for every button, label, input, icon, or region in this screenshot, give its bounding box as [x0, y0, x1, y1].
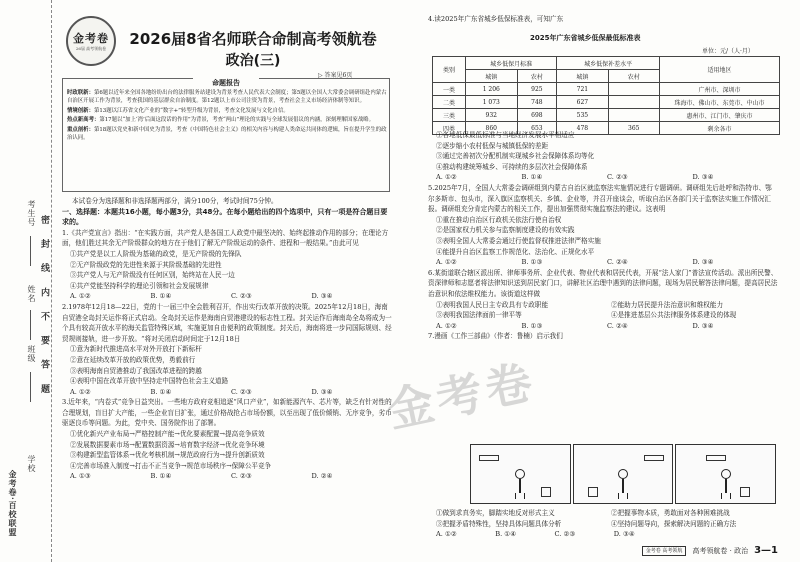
q6-option: ①表明我国人民日主专政具有专政职能	[436, 300, 549, 309]
person-figure-icon	[617, 469, 629, 499]
choice-d: D. ③④	[692, 321, 714, 330]
shelf-icon	[644, 455, 664, 461]
report-item	[67, 116, 387, 124]
report-item	[67, 107, 387, 115]
choice-a: A. ①②	[70, 292, 91, 301]
q7-option: ②把握事物本质，勇敢面对各种困难挑战	[611, 509, 730, 517]
choice-c: C. ②③	[231, 472, 252, 481]
cell-value: 925	[517, 83, 557, 96]
question-2: 2.1978年12月18—22日，党的十一届三中全会胜利召开，作出实行改革开放的决策。2025年12月18日，海南自贸港全岛封关运作将正式启动。全岛封关运作是海南自贸港建设的标志性工程。封关运作后海南岛全岛将成为一个具有较高开放水平的海关监管特殊区域，实施更加自由便利的政策制度。封关后，海南将进一步同国际规则、经贸规则接轨，进一步开放。“将对关闭启动时间定于12月18日	[62, 302, 392, 343]
q7-options	[428, 508, 778, 529]
choice-a: A. ①②	[436, 321, 457, 330]
choice-a: A. ①②	[70, 387, 91, 396]
q5-option: ③表明全国人大常委会通过行使监督权推进法律严格实施	[436, 236, 601, 245]
cell-value	[608, 83, 659, 96]
section-1-heading: 一、选择题：本题共16小题，每小题3分，共48分。在每小题给出的四个选项中，只有一项是符合题目要求的。	[62, 207, 388, 227]
q6-option: ②能助力居民提升法治意识和维权能力	[611, 300, 724, 309]
q4-option: ④推动构建统筹城乡、可持续的多层次社会保障体系	[436, 162, 588, 171]
report-item	[67, 126, 387, 143]
report-item-text: 第17题以“加上‘湾’后面这段话的作用”为背景，考查“两山”理论的实践与全球发展倡议的内涵，深刻理解国家战略。	[99, 117, 375, 124]
th-income: 城乡低保月标准	[466, 57, 557, 70]
question-5: 5.2025年7月，全国人大常委会调研组到内蒙古自治区就监察法实施情况进行专题调研。调研组先后赴呼和浩特市、鄂尔多斯市、包头市，深入旗区监察机关、乡镇、企业等，并召开座谈会，听取自治区各部门关于监察法实施工作情况汇报。调研组充分肯定内蒙古的相关工作，提出加强贯彻实施监察法的建议。这表明	[428, 183, 772, 214]
th-area: 适用地区	[660, 57, 780, 83]
q3-option: ④完善市场准入制度→打击不正当竞争→规范市场秩序→保障公平竞争	[70, 461, 272, 470]
th-urban: 城镇	[466, 70, 518, 83]
th-category: 类别	[433, 57, 466, 83]
question-4: 4.读2025年广东省城乡低保标准表，可知广东	[428, 15, 564, 23]
choice-b: B. ①④	[521, 173, 543, 182]
table-title: 2025年广东省城乡低保最低标准表	[530, 34, 641, 42]
comic-panel-2	[573, 444, 674, 504]
cell-value: 698	[517, 109, 557, 122]
cell-category: 一类	[433, 83, 466, 96]
choice-a: A. ①②	[436, 530, 457, 539]
footer-badge: 金考卷 高考领航	[642, 546, 687, 556]
q1-option: ②无产阶级政党的先进性来源于其阶级基础的先进性	[70, 260, 222, 269]
class-label: 班级	[27, 345, 36, 363]
choice-d: D. ③④	[692, 173, 714, 182]
choice-d: D. ③④	[613, 530, 635, 539]
choice-a: A. ①②	[436, 173, 457, 182]
answer-note: ▷ 答案见6页	[318, 72, 353, 79]
person-figure-icon	[514, 469, 526, 499]
shelf-icon	[706, 455, 726, 461]
comic-panel-1	[470, 444, 571, 504]
exam-no-label: 考生号	[27, 200, 36, 227]
instruction: 本试卷分为选择题和非选择题两部分，满分100分，考试时间75分钟。	[72, 197, 278, 205]
cell-value	[608, 109, 659, 122]
cell-value: 748	[517, 96, 557, 109]
choice-c: C. ②④	[607, 321, 628, 330]
report-item-label: 热点新高考：	[67, 117, 100, 124]
q2-answer-choices	[62, 387, 392, 398]
cell-area: 广州市、深圳市	[660, 83, 780, 96]
question-1: 1.《共产党宣言》指出：“在实践方面，共产党人是各国工人政党中最坚决的、始终起推动作用的部分；在理论方面，他们胜过其余无产阶级群众的地方在于他们了解无产阶级运动的条件、进程和一般结果。”由此可见	[62, 228, 389, 248]
choice-c: C. ②③	[231, 387, 252, 396]
cell-value: 653	[517, 122, 557, 135]
q3-option: ③构建新型监管体系→优化考核机制→规范政府行为→提升创新质效	[70, 451, 265, 460]
q5-option: ①重在推动自治区行政机关依法行使自治权	[436, 215, 562, 224]
q6-option: ④是推进基层公共法律服务体系建设的体现	[611, 311, 737, 320]
shelf-icon	[479, 455, 499, 461]
choice-b: B. ①④	[495, 530, 517, 539]
class-line	[30, 372, 31, 402]
report-body	[67, 89, 387, 143]
q4-option: ①各地低保最低标准与当地经济发展水平相适应	[436, 131, 575, 139]
choice-b: B. ①④	[150, 387, 172, 396]
comic-strip	[470, 444, 776, 504]
bucket-icon	[541, 487, 551, 497]
choice-d: D. ③④	[311, 292, 333, 301]
table-row	[433, 109, 780, 122]
q4-option: ③通过完善初次分配机制实现城乡社会保障体系均等化	[436, 152, 595, 161]
cell-area: 珠海市、佛山市、东莞市、中山市	[660, 96, 780, 109]
choice-b: B. ①④	[150, 292, 172, 301]
q1-answer-choices	[62, 291, 392, 302]
table-row	[433, 83, 780, 96]
logo-sub: 26届 高考领航卷	[75, 46, 107, 51]
bucket-icon	[588, 487, 598, 497]
cell-value: 478	[557, 122, 608, 135]
logo-text: 金考卷	[73, 32, 109, 45]
choice-b: B. ①④	[150, 472, 172, 481]
report-item-text: 第6题以近年来全国各地纷纷出台的法律服务站建设为背景考查人民代表大会制度；第5题以全国人大常委会调研组赴内蒙古自治区开展工作为背景，考查我国的基层群众自治制度。第12题以上市公司注资为背景，考查社会主义市场经济体制等知识。	[67, 90, 387, 105]
cell-value: 721	[557, 83, 608, 96]
cell-value: 932	[466, 109, 518, 122]
th-rural: 农村	[517, 70, 557, 83]
q7-answer-choices	[428, 529, 673, 540]
brand-logo	[66, 16, 116, 66]
minimum-living-standard-table	[432, 56, 780, 135]
cell-value: 1 206	[466, 83, 518, 96]
table-unit: 单位：元/（人·月）	[702, 48, 754, 55]
q7-option: ④坚持问题导向，探索解决问题的正确方法	[611, 519, 737, 528]
left-column	[62, 196, 392, 482]
choice-d: D. ②④	[311, 472, 333, 481]
cell-category: 二类	[433, 96, 466, 109]
page-footer	[642, 545, 778, 556]
person-figure-icon	[720, 469, 732, 499]
choice-c: C. ②③	[231, 292, 252, 301]
report-box	[62, 78, 390, 192]
q3-option: ①优化新兴产业布局→严格控制产能→优化要素配置→提高竞争质效	[70, 430, 265, 439]
q2-option: ①意为新时代推进高水平对外开放打下新标杆	[70, 345, 202, 354]
th-allowance: 城乡低保补差水平	[557, 57, 660, 70]
report-item-label: 重点剖析：	[67, 126, 94, 133]
q1-option: ④共产党能坚持科学的理论引领和社会发展规律	[70, 281, 209, 290]
q6-option: ③表明我国法律面前一律平等	[436, 311, 522, 320]
cell-value: 535	[557, 109, 608, 122]
right-column	[428, 130, 778, 342]
exam-subtitle: 政治(三)	[225, 53, 281, 69]
q4-option: ②逐步缩小农村低保与城镇低保的差距	[436, 141, 549, 150]
seal-text: 密 封 线 内 不 要 答 题	[39, 215, 49, 399]
cell-value: 627	[557, 96, 608, 109]
table-header-row	[433, 57, 780, 70]
cell-category: 四类	[433, 122, 466, 135]
choice-d: D. ③④	[311, 387, 333, 396]
cell-value: 365	[608, 122, 659, 135]
brand-vertical: 金考卷·百校联盟	[8, 470, 18, 537]
q4-answer-choices	[428, 172, 778, 183]
question-7: 7.漫画《工作三部曲》（作者：鲁楠）启示我们	[428, 332, 563, 341]
q7-option: ③把握矛盾特殊性，坚持具体问题具体分析	[436, 519, 562, 528]
name-label: 姓名	[27, 285, 36, 303]
q2-option: ②意在延续改革开放的政策优势，勇毅前行	[70, 355, 196, 364]
choice-c: C. ②③	[554, 530, 576, 539]
choice-a: A. ①③	[70, 472, 91, 481]
th-urban: 城镇	[557, 70, 608, 83]
report-item	[67, 89, 387, 106]
watermark: 金考卷	[382, 353, 541, 438]
bucket-icon	[740, 487, 750, 497]
cell-area: 惠州市、江门市、肇庆市	[660, 109, 780, 122]
footer-subject: 高考领航卷 · 政治	[692, 546, 749, 555]
binding-strip	[0, 0, 52, 562]
q6-answer-choices	[428, 321, 778, 332]
q3-option: ②发展数据要素市场→配置数据资源→培育数字经济→优化竞争环境	[70, 440, 265, 449]
exam-title: 2026届8省名师联合命制高考领航卷	[129, 30, 377, 48]
choice-a: A. ①②	[436, 258, 457, 267]
q5-option: ④能提升自治区监察工作规范化、法治化、正规化水平	[436, 247, 595, 256]
comic-panel-3	[675, 444, 776, 504]
question-3: 3.近年来，“内卷式”竞争日益突出。一些地方政府竞相追逐“风口产业”，如新能源汽车、芯片等，缺乏有针对性的合理规划，盲目扩大产能，一些企业盲目扩张，通过价格战抢占市场份额，以至出现了低价倾销、无序竞争，劣币驱逐良币等问题。为此，党中央、国务院作出了部署。	[62, 398, 392, 428]
report-item-text: 第13题以江苏省文化产业的“数字+”转型升级为背景，考查文化发展与文化自信。	[93, 107, 289, 114]
cell-category: 三类	[433, 109, 466, 122]
q3-answer-choices	[62, 471, 392, 482]
q1-option: ③共产党人与无产阶级没有任何区别，始终站在人民一边	[70, 271, 235, 280]
choice-b: B. ①③	[521, 258, 543, 267]
choice-c: C. ②③	[607, 173, 628, 182]
name-line	[30, 310, 31, 340]
table-row	[433, 96, 780, 109]
report-item-label: 情境创新：	[67, 107, 94, 114]
report-item-label: 时政联新：	[67, 90, 94, 96]
cell-area: 剩余各市	[660, 122, 780, 135]
report-title: 命题报告	[193, 78, 259, 88]
q2-option: ④表明中国在改革开放中坚持走中国特色社会主义道路	[70, 377, 229, 386]
q1-option: ①共产党是以工人阶级为基础的政党，是无产阶级的先锋队	[70, 249, 242, 258]
q7-option: ①做到求真务实，脚踏实地反对形式主义	[436, 509, 555, 517]
choice-b: B. ①③	[521, 321, 543, 330]
cell-value: 1 073	[466, 96, 518, 109]
page-number: 3—1	[754, 545, 778, 556]
th-rural: 农村	[608, 70, 659, 83]
cell-value: 860	[466, 122, 518, 135]
q2-option: ③表明海南自贸港推动了我国改革进程的跨越	[70, 366, 202, 375]
q5-option: ②是国家权力机关参与监察制度建设的有效实践	[436, 226, 575, 235]
q6-options	[428, 300, 778, 321]
q7-block	[428, 508, 778, 540]
report-item-text: 第18题以党史和新中国史为背景，考查《中国特色社会主义》的相关内容与构建人类命运共同体的逻辑，旨在提升学生的政治认同。	[67, 126, 387, 142]
school-label: 学校	[27, 455, 36, 473]
exam-no-line	[30, 236, 31, 266]
cell-value	[608, 96, 659, 109]
question-6: 6.某街道联合辖区派出所、律师事务所、企业代表、物业代表和居民代表，开展“法人家门”普法宣传活动。派出所民警、资深律师和志愿者将法律知识送到居民家门口，讲解社区治理中遇到的法律问题，现场为居民解答法律问题，提高居民法治意识和依法维权能力。该街道这样做	[428, 268, 778, 298]
q5-answer-choices	[428, 257, 778, 268]
choice-c: C. ②④	[607, 258, 628, 267]
choice-d: D. ③④	[692, 258, 714, 267]
